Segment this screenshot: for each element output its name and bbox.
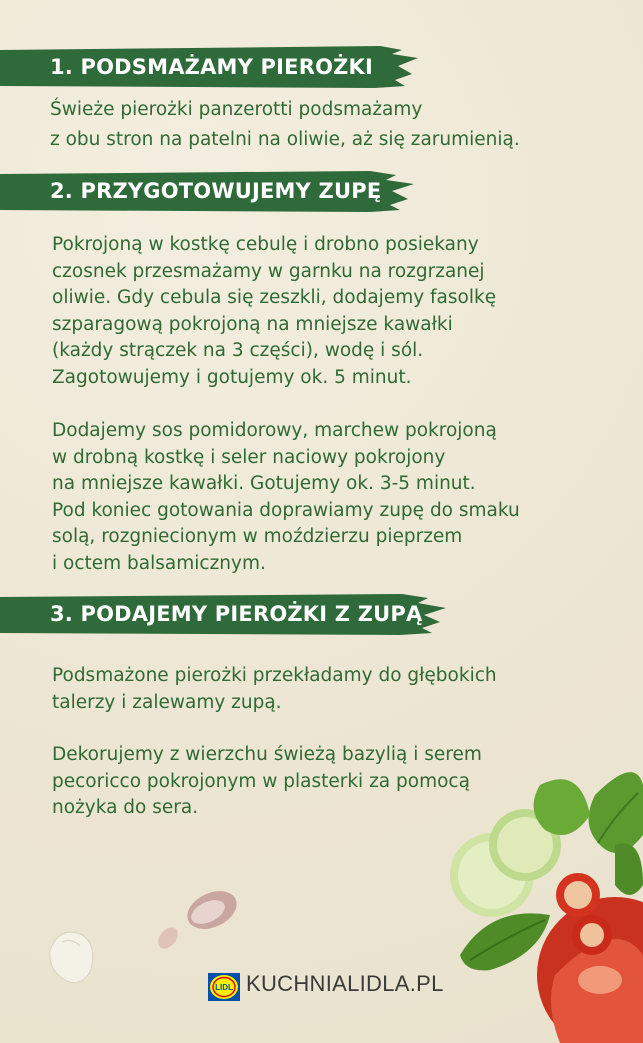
text-line: i octem balsamicznym.: [52, 552, 266, 574]
website-link[interactable]: KUCHNIALIDLA.PL: [246, 971, 444, 996]
text-line: Świeże pierożki panzerotti podsmażamy: [50, 99, 423, 120]
text-line: z obu stron na patelni na oliwie, aż się zarumienią.: [50, 129, 520, 150]
text-line: Pokrojoną w kostkę cebulę i drobno posiekany: [52, 234, 479, 255]
section-1-banner: [0, 44, 420, 90]
section-3-paragraph-1: [52, 663, 497, 716]
section-3-banner: [0, 591, 450, 637]
section-1-title: 1. PODSMAŻAMY PIEROŻKI: [50, 55, 374, 79]
text-line: Zagotowujemy i gotujemy ok. 5 minut.: [52, 366, 412, 388]
section-2-paragraph-1: [52, 232, 496, 391]
logo-text: LIDL: [215, 983, 233, 992]
text-line: nożyka do sera.: [52, 797, 199, 818]
text-line: talerzy i zalewamy zupą.: [52, 691, 282, 713]
text-line: Podsmażone pierożki przekładamy do głębokich: [52, 665, 497, 686]
lidl-logo-icon: [208, 973, 240, 1001]
text-line: Dekorujemy z wierzchu świeżą bazylią i serem: [52, 744, 482, 765]
section-3-paragraph-2: [52, 742, 482, 822]
text-line: oliwie. Gdy cebula się zeszkli, dodajemy fasolkę: [52, 287, 497, 308]
text-line: szparagową pokrojoną na mniejsze kawałki: [52, 313, 453, 335]
text-line: w drobną kostkę i seler naciowy pokrojony: [52, 446, 446, 468]
section-2-title: 2. PRZYGOTOWUJEMY ZUPĘ: [50, 179, 382, 203]
text-line: Pod koniec gotowania doprawiamy zupę do smaku: [52, 499, 520, 521]
section-1-text: [50, 95, 520, 155]
vegetables-icon: [430, 755, 643, 1043]
text-line: pecoricco pokrojonym w plasterki za pomocą: [52, 770, 470, 792]
section-3-title: 3. PODAJEMY PIEROŻKI Z ZUPĄ: [50, 602, 423, 626]
text-line: czosnek przesmażamy w garnku na rozgrzanej: [52, 260, 485, 282]
section-2-banner: [0, 168, 420, 214]
text-line: na mniejsze kawałki. Gotujemy ok. 3-5 minut.: [52, 473, 476, 494]
section-2-paragraph-2: [52, 418, 520, 577]
text-line: solą, rozgniecionym w moździerzu pieprzem: [52, 526, 463, 547]
text-line: Dodajemy sos pomidorowy, marchew pokrojoną: [52, 420, 497, 441]
text-line: (każdy strączek na 3 części), wodę i sól.: [52, 340, 424, 361]
